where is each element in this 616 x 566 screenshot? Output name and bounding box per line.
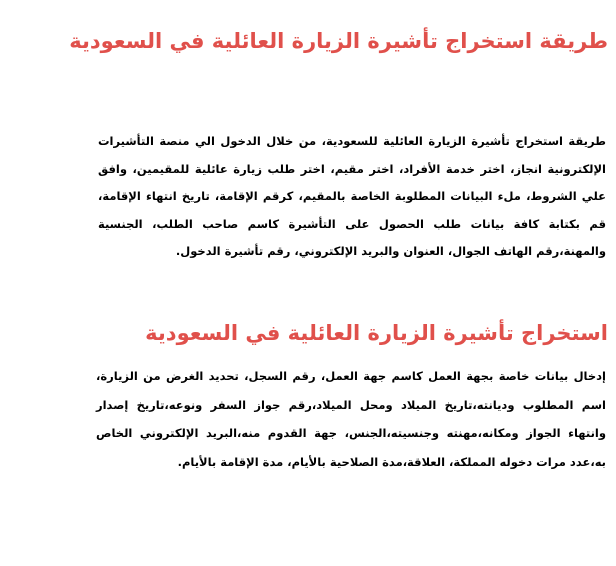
section-1-heading: طريقة استخراج تأشيرة الزيارة العائلية في السعودية	[69, 29, 608, 53]
section-1-paragraph: طريقة استخراج تأشيرة الزيارة العائلية للسعودية، من خلال الدخول الي منصة التأشيرات الإلكترونية انجاز، اختر خدمة الأفراد، اختر مقيم، اختر طلب زيارة عائلية للمقيمين، وافق علي الشروط، ملء البيانات المطلوبة الخاصة بالمقيم، كرقم الإقامة، تاريخ انتهاء الإقامة، قم بكتابة كافة بيانات طلب الحصول على التأشيرة كاسم صاحب الطلب، الجنسية والمهنة،رقم الهاتف الجوال، العنوان والبريد الإلكتروني، رقم تأشيرة الدخول.	[98, 134, 606, 259]
section-2-heading: استخراج تأشيرة الزيارة العائلية في السعودية	[145, 321, 608, 345]
section-2-paragraph: إدخال بيانات خاصة بجهة العمل كاسم جهة العمل، رقم السجل، تحديد الغرض من الزيارة، اسم المطلوب وديانته،تاريخ الميلاد ومحل الميلاد،رقم جواز السفر ونوعه،تاريخ إصدار وانتهاء الجواز ومكانه،مهنته وجنسيته،الجنس، جهة القدوم منه،البريد الإلكتروني الخاص به،عدد مرات دخوله المملكة، العلاقة،مدة الصلاحية بالأيام، مدة الإقامة بالأيام.	[96, 369, 606, 469]
